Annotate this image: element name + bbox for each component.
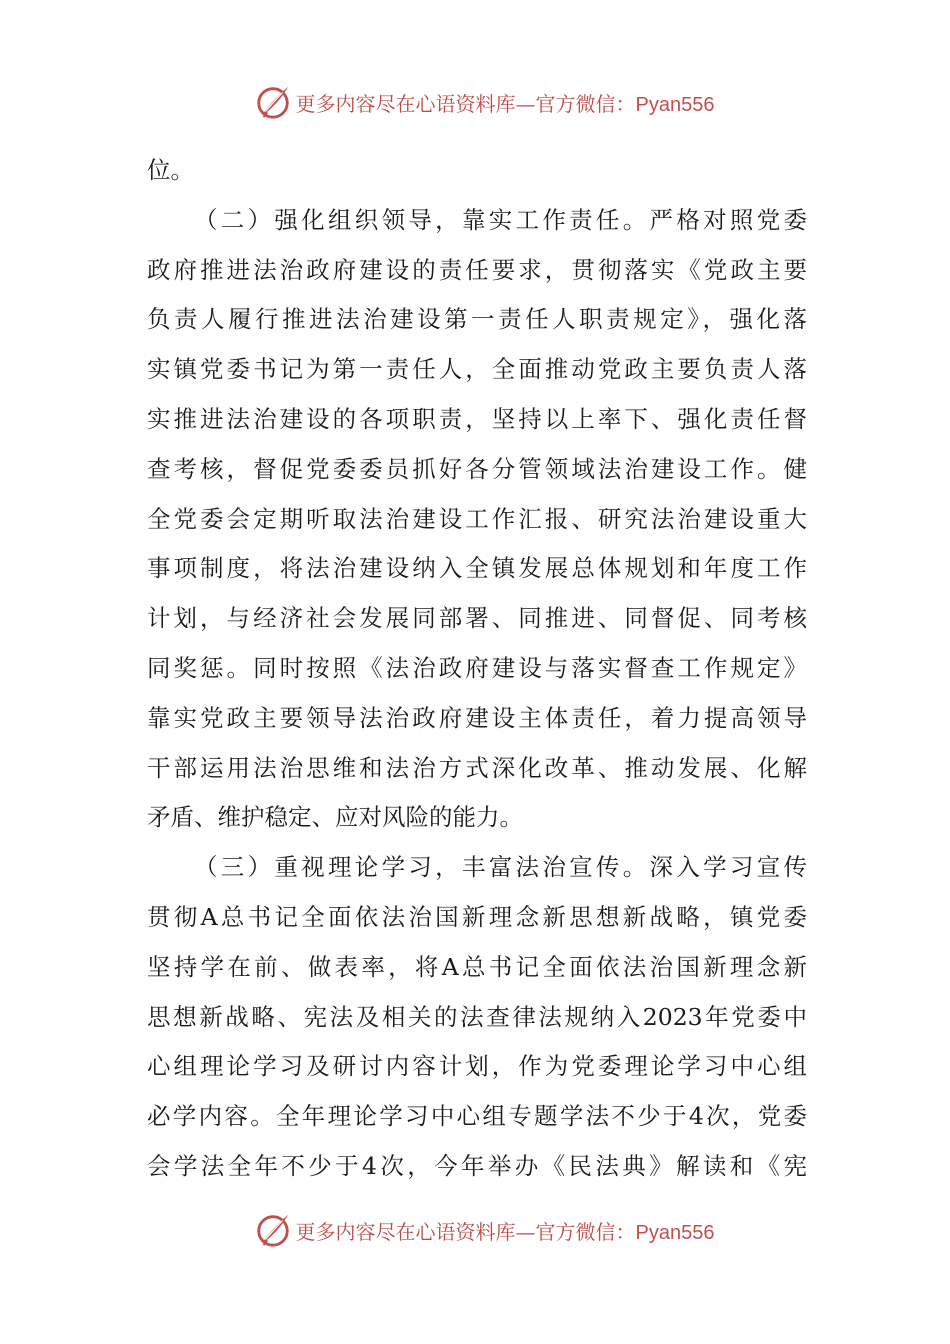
header-watermark: [254, 83, 715, 121]
document-body: [147, 146, 807, 1192]
section-heading-line: （三）重视理论学习，丰富法治宣传。深入学习宣传: [194, 853, 807, 882]
text-line: 全党委会定期听取法治建设工作汇报、研究法治建设重大: [147, 504, 807, 533]
text-line: 负责人履行推进法治建设第一责任人职责规定》，强化落: [147, 305, 807, 334]
text-line: 坚持学在前、做表率，将A总书记全面依法治国新理念新: [147, 952, 807, 981]
text-line: 靠实党政主要领导法治政府建设主体责任，着力提高领导: [147, 703, 807, 732]
text-line: 心组理论学习及研讨内容计划，作为党委理论学习中心组: [147, 1052, 807, 1081]
text-line: 计划，与经济社会发展同部署、同推进、同督促、同考核: [147, 604, 807, 633]
quill-logo-icon: [254, 1211, 292, 1249]
text-line: 政府推进法治政府建设的责任要求，贯彻落实《党政主要: [147, 255, 807, 284]
text-line: 必学内容。全年理论学习中心组专题学法不少于4次，党委: [147, 1102, 807, 1131]
quill-logo-icon: [254, 83, 292, 121]
text-line: 思想新战略、宪法及相关的法查律法规纳入2023年党委中: [147, 1002, 807, 1031]
header-watermark-banner: [0, 80, 950, 124]
watermark-text: 更多内容尽在心语资料库—官方微信：Pyan556: [295, 1219, 715, 1244]
text-line: 同奖惩。同时按照《法治政府建设与落实督查工作规定》: [147, 653, 807, 682]
text-line: 实推进法治建设的各项职责，坚持以上率下、强化责任督: [147, 404, 807, 433]
footer-watermark-banner: [0, 1208, 950, 1252]
text-line: 矛盾、维护稳定、应对风险的能力。: [147, 803, 523, 832]
text-line: 会学法全年不少于4次，今年举办《民法典》解读和《宪: [147, 1151, 807, 1180]
text-line: 位。: [147, 156, 194, 184]
text-line: 干部运用法治思维和法治方式深化改革、推动发展、化解: [147, 753, 807, 782]
text-line: 查考核，督促党委委员抓好各分管领域法治建设工作。健: [147, 454, 807, 483]
text-line: 贯彻A总书记全面依法治国新理念新思想新战略，镇党委: [147, 902, 807, 931]
text-line: 实镇党委书记为第一责任人，全面推动党政主要负责人落: [147, 355, 807, 384]
text-line: 事项制度，将法治建设纳入全镇发展总体规划和年度工作: [147, 554, 807, 583]
watermark-text: 更多内容尽在心语资料库—官方微信：Pyan556: [295, 91, 715, 116]
section-heading-line: （二）强化组织领导，靠实工作责任。严格对照党委: [194, 205, 807, 234]
footer-watermark: [254, 1211, 715, 1249]
